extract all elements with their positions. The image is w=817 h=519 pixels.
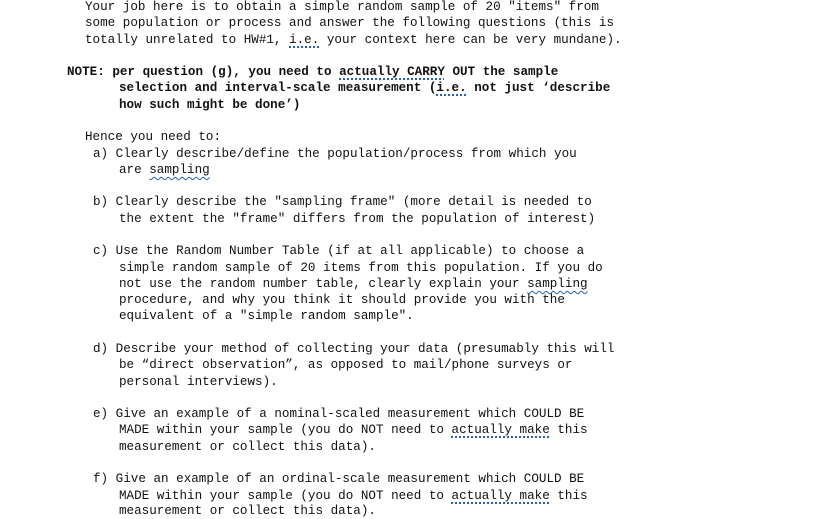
proofing-flag-sampling[interactable]: sampling [149,163,210,177]
item-e-line-3: measurement or collect this data). [119,440,376,454]
note-text: OUT the sample [444,65,559,79]
proofing-flag-ie[interactable]: i.e. [289,33,320,47]
item-e-line-1: e) Give an example of a nominal-scaled measurement which COULD BE [93,407,585,421]
item-c-line-2: simple random sample of 20 items from this population. If you do [119,261,603,275]
item-f-line-1: f) Give an example of an ordinal-scale measurement which COULD BE [93,472,585,486]
intro-line-1: Your job here is to obtain a simple random sample of 20 "items" from [85,0,599,14]
intro-text: your context here can be very mundane). [319,33,622,47]
item-d-line-1: d) Describe your method of collecting your data (presumably this will [93,342,615,356]
item-text: not use the random number table, clearly explain your [119,277,528,291]
item-e-line-2 [119,422,588,438]
item-c-line-1: c) Use the Random Number Table (if at all applicable) to choose a [93,244,585,258]
item-d-line-2: be “direct observation”, as opposed to mail/phone surveys or [119,358,573,372]
item-b-line-2: the extent the "frame" differs from the population of interest) [119,212,596,226]
item-f-line-3: measurement or collect this data). [119,504,376,518]
proofing-flag-actually-carry[interactable]: actually CARRY [339,65,445,79]
note-line-2 [119,80,610,96]
item-c-line-4: procedure, and why you think it should provide you with the [119,293,565,307]
item-text: are [119,163,150,177]
item-a-line-1: a) Clearly describe/define the population/process from which you [93,147,577,161]
note-line-1 [67,64,558,80]
item-f-line-2 [119,488,588,504]
note-label: NOTE: [67,65,105,79]
intro-text: totally unrelated to HW#1, [85,33,290,47]
item-text: MADE within your sample (you do NOT need to [119,423,452,437]
item-text: this [549,423,588,437]
item-text: MADE within your sample (you do NOT need to [119,489,452,503]
item-b-line-1: b) Clearly describe the "sampling frame" (more detail is needed to [93,195,592,209]
item-c-line-3 [119,276,588,292]
item-a-line-2 [119,162,210,178]
note-line-3: how such might be done’) [119,98,301,112]
note-text: per question (g), you need to [104,65,340,79]
hence-heading: Hence you need to: [85,130,222,144]
intro-line-3 [85,32,622,48]
proofing-flag-ie[interactable]: i.e. [436,81,467,95]
proofing-flag-actually-make[interactable]: actually make [451,423,550,437]
intro-line-2: some population or process and answer the following questions (this is [85,16,615,30]
item-text: this [549,489,588,503]
note-text: selection and interval-scale measurement ( [119,81,437,95]
proofing-flag-sampling[interactable]: sampling [527,277,588,291]
item-d-line-3: personal interviews). [119,375,278,389]
item-c-line-5: equivalent of a "simple random sample". [119,309,414,323]
proofing-flag-actually-make[interactable]: actually make [451,489,550,503]
note-text: not just ‘describe [466,81,611,95]
